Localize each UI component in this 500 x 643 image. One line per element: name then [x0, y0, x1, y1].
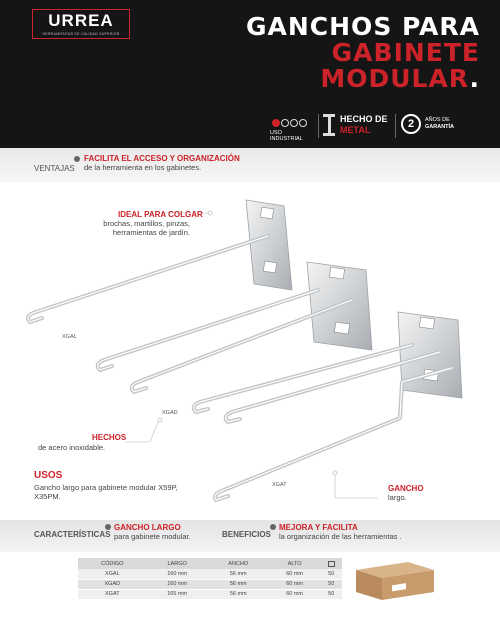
- product-hooks-image: [0, 182, 500, 520]
- feature-badges: [268, 112, 498, 142]
- callout-ideal-line-2: herramientas de jardín.: [112, 228, 190, 237]
- warranty-line-1: AÑOS DE: [425, 117, 450, 123]
- bullet-icon: [270, 524, 276, 530]
- bullet-icon: [74, 156, 80, 162]
- cell-alto: 60 mm: [269, 569, 321, 579]
- code-label-xgal: XGAL: [62, 334, 77, 340]
- warranty-years-icon: 2: [401, 114, 421, 134]
- ventajas-title: FACILITA EL ACCESO Y ORGANIZACIÓN: [84, 154, 240, 163]
- beneficios-text: la organización de las herramientas .: [279, 532, 402, 541]
- cell-largo: 165 mm: [147, 589, 208, 599]
- cell-largo: 160 mm: [147, 579, 208, 589]
- cell-qty: 50: [320, 579, 342, 589]
- code-label-xgat: XGAT: [272, 482, 287, 488]
- code-label-xgad: XGAD: [162, 410, 178, 416]
- metal-badge-line-2: METAL: [340, 125, 371, 135]
- caracteristicas-label: CARACTERÍSTICAS: [34, 530, 111, 539]
- industrial-use-badge: [268, 112, 316, 142]
- table-row: [78, 569, 342, 579]
- table-row: [78, 579, 342, 589]
- cardboard-box-image: [350, 558, 440, 602]
- title-line-2: GABINETE: [331, 38, 480, 67]
- col-header-box: [320, 558, 342, 569]
- industrial-use-label: USO INDUSTRIAL: [270, 130, 303, 142]
- cell-code: XGAT: [78, 589, 147, 599]
- spec-table-header: [78, 558, 342, 569]
- usos-text: Gancho largo para gabinete modular X59P, X35PM.: [34, 483, 178, 501]
- caracteristicas-text: para gabinete modular.: [114, 532, 191, 541]
- beneficios-title: MEJORA Y FACILITA: [279, 523, 358, 532]
- cell-ancho: 56 mm: [208, 569, 269, 579]
- warranty-badge: [398, 112, 498, 142]
- header-banner: [0, 0, 500, 148]
- cell-code: XGAL: [78, 569, 147, 579]
- callout-line-gancho: [335, 475, 378, 498]
- callout-hechos-text: de acero inoxidable.: [38, 443, 106, 452]
- callout-line-hechos: [125, 422, 158, 442]
- cell-ancho: 56 mm: [208, 579, 269, 589]
- cell-qty: 50: [320, 569, 342, 579]
- hook-xgad: [98, 262, 372, 392]
- col-header-alto: ALTO: [269, 558, 321, 569]
- callout-gancho-title: GANCHO: [388, 484, 424, 493]
- beneficios-label: BENEFICIOS: [222, 530, 271, 539]
- callout-ideal-line-1: brochas, martillos, pinzas,: [103, 219, 190, 228]
- usos-title: USOS: [34, 470, 63, 481]
- col-header-codigo: CÓDIGO: [78, 558, 147, 569]
- box-icon: [328, 561, 335, 567]
- caracteristicas-title: GANCHO LARGO: [114, 523, 181, 532]
- title-dot: .: [469, 64, 480, 93]
- spec-table: [78, 558, 342, 600]
- callout-hechos-title: HECHOS: [92, 433, 127, 442]
- title-line-3: [200, 66, 490, 92]
- badge-divider: [318, 114, 319, 138]
- col-header-ancho: ANCHO: [208, 558, 269, 569]
- cell-largo: 160 mm: [147, 569, 208, 579]
- logo-word: URREA: [48, 11, 114, 30]
- table-row: [78, 589, 342, 599]
- ventajas-text: de la herramienta en los gabinetes.: [84, 163, 202, 172]
- warranty-line-2: GARANTÍA: [425, 124, 455, 130]
- metal-badge: [323, 112, 393, 142]
- callout-ideal-title: IDEAL PARA COLGAR: [118, 210, 203, 219]
- cell-alto: 60 mm: [269, 579, 321, 589]
- cell-qty: 50: [320, 589, 342, 599]
- title-line-1: GANCHOS PARA: [246, 12, 480, 41]
- ventajas-label: VENTAJAS: [34, 164, 75, 173]
- metal-badge-line-1: HECHO DE: [340, 114, 388, 124]
- i-beam-icon: [323, 114, 335, 136]
- badge-divider: [395, 114, 396, 138]
- ventajas-section: [0, 148, 500, 182]
- cell-alto: 60 mm: [269, 589, 321, 599]
- usage-level-icon: [272, 114, 312, 126]
- col-header-largo: LARGO: [147, 558, 208, 569]
- cell-code: XGAD: [78, 579, 147, 589]
- cell-ancho: 56 mm: [208, 589, 269, 599]
- title-line-3-text: MODULAR: [320, 64, 470, 93]
- logo-tagline: HERRAMIENTAS DE CALIDAD SUPERIOR: [42, 32, 120, 36]
- features-benefits-section: [0, 520, 500, 552]
- urrea-logo: [32, 9, 130, 39]
- page-title: [200, 14, 490, 92]
- bullet-icon: [105, 524, 111, 530]
- callout-gancho-text: largo.: [388, 493, 407, 502]
